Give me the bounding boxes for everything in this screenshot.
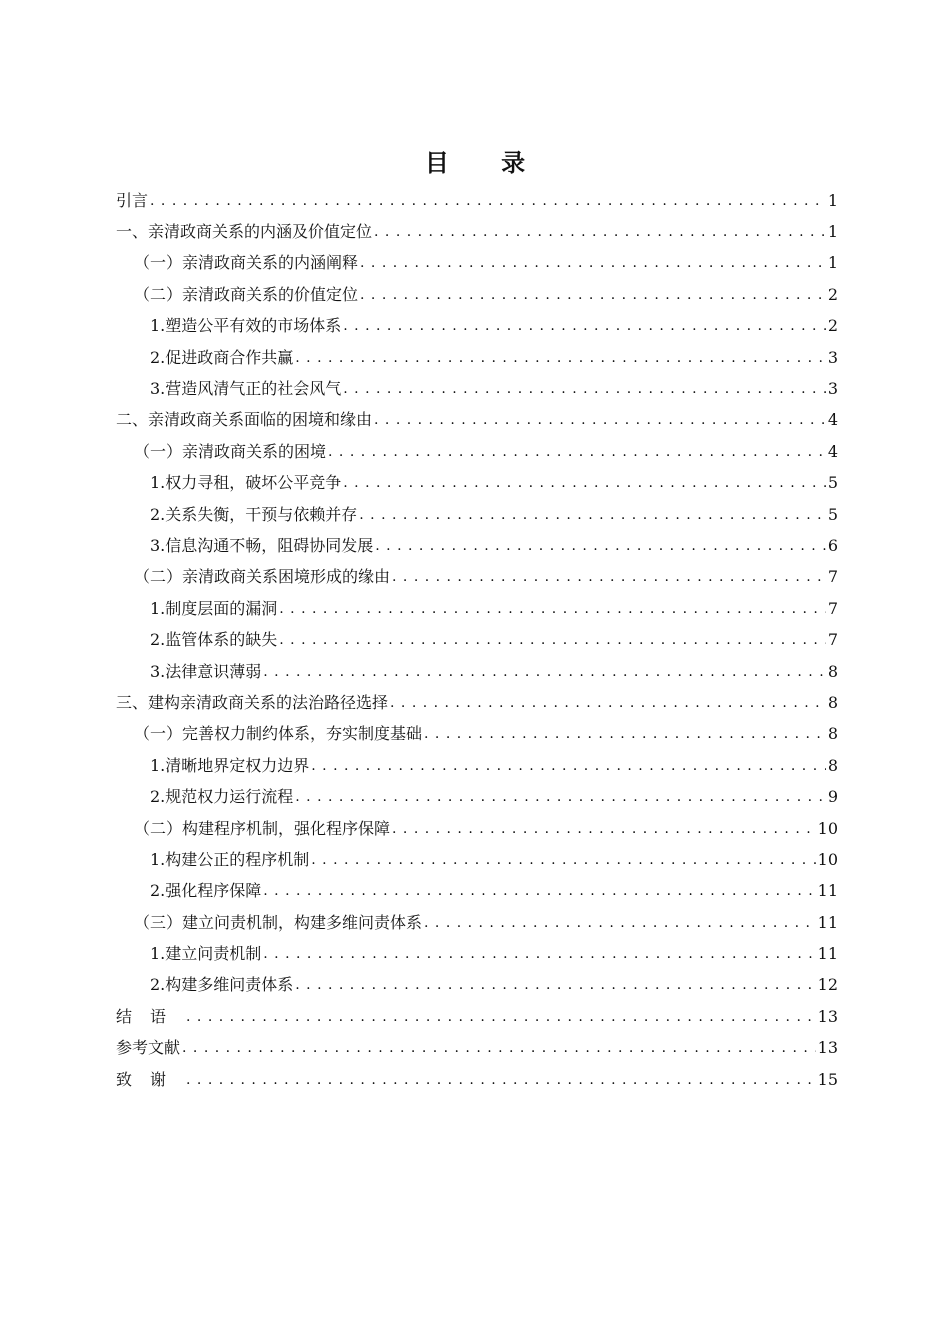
toc-page-number: 10 (817, 849, 838, 869)
toc-page-number: 4 (827, 410, 838, 430)
toc-entry-title: 1.制度层面的漏洞 (150, 598, 278, 618)
toc-entry[interactable] (116, 656, 838, 687)
toc-leader-dots (359, 505, 826, 525)
toc-entry-title: 二、亲清政商关系面临的困境和缘由 (116, 410, 373, 430)
toc-entry-title: 1.建立问责机制 (150, 944, 262, 964)
toc-leader-dots (392, 819, 816, 839)
toc-page-number: 13 (817, 1038, 838, 1058)
toc-page-number: 12 (817, 975, 838, 995)
toc-entry[interactable] (116, 813, 838, 844)
toc-leader-dots (186, 1007, 816, 1027)
toc-leader-dots (360, 285, 826, 305)
toc-leader-dots (392, 567, 826, 587)
toc-entry[interactable] (116, 938, 838, 969)
toc-entry-title: 引言 (116, 190, 149, 210)
toc-page-number: 3 (827, 347, 838, 367)
toc-entry[interactable] (116, 624, 838, 655)
toc-entry[interactable] (116, 468, 838, 499)
toc-page-number: 15 (817, 1069, 838, 1089)
toc-leader-dots (374, 410, 826, 430)
toc-page-number: 8 (827, 692, 838, 712)
toc-leader-dots (375, 536, 826, 556)
toc-page-number: 11 (817, 881, 838, 901)
toc-entry[interactable] (116, 687, 838, 718)
toc-page-number: 2 (827, 284, 838, 304)
toc-entry[interactable] (116, 279, 838, 310)
toc-leader-dots (311, 850, 815, 870)
toc-entry[interactable] (116, 1001, 838, 1032)
toc-leader-dots (295, 787, 826, 807)
toc-leader-dots (343, 379, 826, 399)
toc-leader-dots (343, 316, 826, 336)
table-of-contents (116, 185, 838, 1095)
toc-entry-title: 三、建构亲清政商关系的法治路径选择 (116, 692, 389, 712)
toc-entry-title: （三）建立问责机制，构建多维问责体系 (134, 912, 423, 932)
toc-leader-dots (295, 348, 826, 368)
toc-entry[interactable] (116, 876, 838, 907)
toc-entry-title: 3.法律意识薄弱 (150, 661, 262, 681)
toc-entry[interactable] (116, 1033, 838, 1064)
toc-leader-dots (424, 913, 816, 933)
toc-entry-title: （一）亲清政商关系的困境 (134, 441, 327, 461)
toc-entry[interactable] (116, 530, 838, 561)
toc-entry[interactable] (116, 185, 838, 216)
toc-entry[interactable] (116, 844, 838, 875)
toc-leader-dots (279, 630, 826, 650)
toc-leader-dots (424, 724, 826, 744)
toc-entry-title: 2.关系失衡，干预与依赖并存 (150, 504, 358, 524)
toc-page-number: 11 (817, 944, 838, 964)
toc-leader-dots (279, 599, 826, 619)
toc-entry[interactable] (116, 342, 838, 373)
toc-entry[interactable] (116, 311, 838, 342)
toc-page-number: 1 (827, 190, 838, 210)
toc-entry[interactable] (116, 1064, 838, 1095)
toc-page-number: 8 (827, 755, 838, 775)
toc-page-number: 5 (827, 473, 838, 493)
toc-entry-title: 3.营造风清气正的社会风气 (150, 379, 342, 399)
toc-entry-title: 致谢 (116, 1069, 185, 1089)
toc-entry-title: 2.强化程序保障 (150, 881, 262, 901)
toc-leader-dots (263, 662, 826, 682)
toc-page-number: 7 (827, 567, 838, 587)
toc-title: 目 录 (424, 149, 548, 177)
toc-page-number: 9 (827, 787, 838, 807)
toc-entry[interactable] (116, 719, 838, 750)
toc-page-number: 11 (817, 912, 838, 932)
toc-entry[interactable] (116, 373, 838, 404)
toc-leader-dots (328, 442, 826, 462)
toc-entry-title: （二）亲清政商关系困境形成的缘由 (134, 567, 391, 587)
toc-leader-dots (295, 975, 815, 995)
toc-leader-dots (343, 473, 826, 493)
toc-leader-dots (390, 693, 826, 713)
toc-entry-title: （一）完善权力制约体系，夯实制度基础 (134, 724, 423, 744)
toc-leader-dots (186, 1070, 816, 1090)
toc-entry-title: 2.促进政商合作共赢 (150, 347, 294, 367)
toc-page-number: 3 (827, 379, 838, 399)
toc-entry[interactable] (116, 970, 838, 1001)
toc-entry-title: 1.权力寻租，破坏公平竞争 (150, 473, 342, 493)
toc-page-number: 8 (827, 724, 838, 744)
toc-entry[interactable] (116, 562, 838, 593)
toc-leader-dots (311, 756, 826, 776)
toc-leader-dots (182, 1038, 816, 1058)
toc-leader-dots (263, 944, 815, 964)
toc-page-number: 10 (817, 818, 838, 838)
toc-entry[interactable] (116, 216, 838, 247)
toc-page-number: 13 (817, 1006, 838, 1026)
toc-entry[interactable] (116, 499, 838, 530)
toc-entry-title: 2.构建多维问责体系 (150, 975, 294, 995)
toc-entry-title: 3.信息沟通不畅，阻碍协同发展 (150, 535, 374, 555)
toc-page-number: 1 (827, 253, 838, 273)
toc-entry[interactable] (116, 750, 838, 781)
toc-entry-title: 结语 (116, 1006, 185, 1026)
toc-entry-title: 1.清晰地界定权力边界 (150, 755, 310, 775)
toc-entry-title: （二）亲清政商关系的价值定位 (134, 284, 359, 304)
toc-entry[interactable] (116, 248, 838, 279)
toc-page-number: 6 (827, 535, 838, 555)
toc-entry-title: 参考文献 (116, 1038, 181, 1058)
toc-entry[interactable] (116, 907, 838, 938)
toc-entry-title: 1.塑造公平有效的市场体系 (150, 316, 342, 336)
toc-page-number: 1 (827, 222, 838, 242)
toc-entry[interactable] (116, 405, 838, 436)
toc-leader-dots (263, 881, 815, 901)
toc-page-number: 2 (827, 316, 838, 336)
toc-leader-dots (374, 222, 826, 242)
toc-entry-title: （二）构建程序机制，强化程序保障 (134, 818, 391, 838)
toc-leader-dots (360, 253, 826, 273)
toc-page-number: 5 (827, 504, 838, 524)
toc-entry[interactable] (116, 436, 838, 467)
toc-entry-title: 一、亲清政商关系的内涵及价值定位 (116, 222, 373, 242)
toc-entry-title: （一）亲清政商关系的内涵阐释 (134, 253, 359, 273)
toc-page-number: 4 (827, 441, 838, 461)
toc-entry-title: 2.规范权力运行流程 (150, 787, 294, 807)
toc-entry[interactable] (116, 781, 838, 812)
toc-page-number: 7 (827, 598, 838, 618)
toc-page-number: 7 (827, 630, 838, 650)
toc-page-number: 8 (827, 661, 838, 681)
toc-entry-title: 2.监管体系的缺失 (150, 630, 278, 650)
toc-entry[interactable] (116, 593, 838, 624)
toc-leader-dots (150, 191, 826, 211)
toc-entry-title: 1.构建公正的程序机制 (150, 849, 310, 869)
